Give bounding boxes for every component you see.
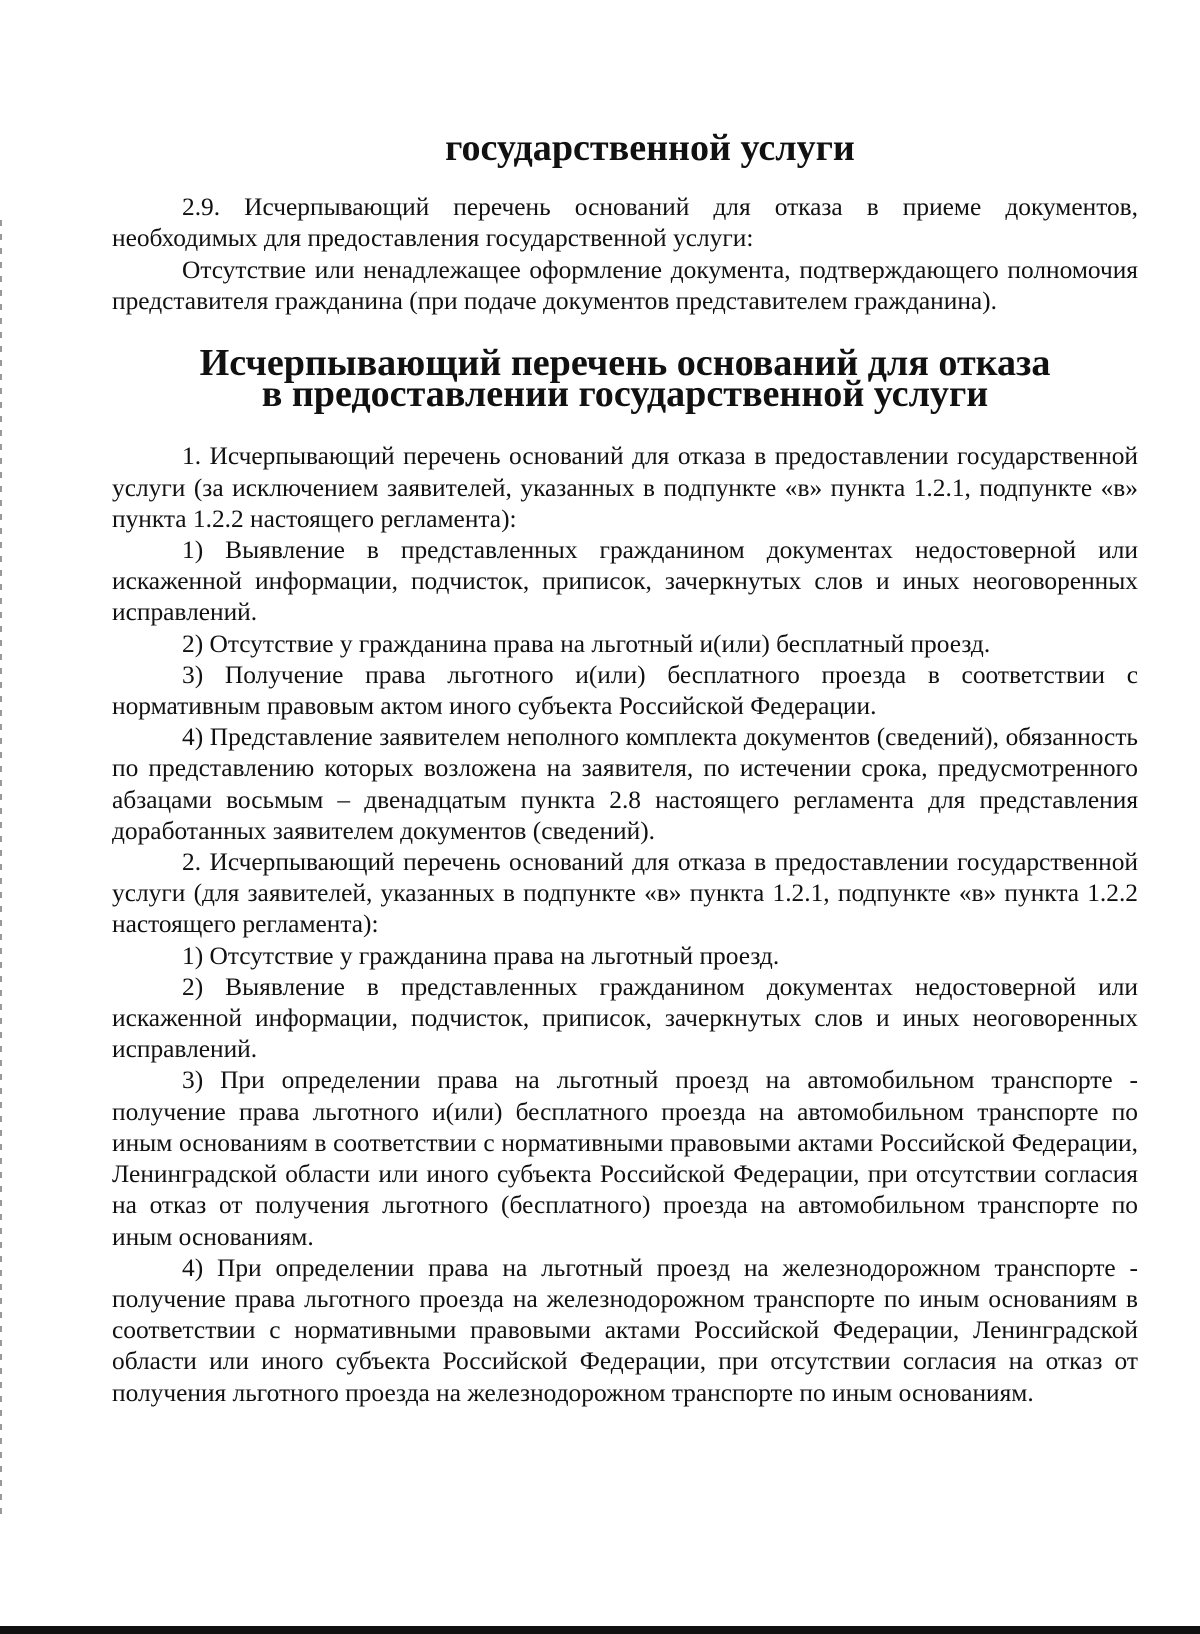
paragraph-item-2-4: 4) При определении права на льготный проезд на железнодорожном транспорте - получение права льготного проезда на железнодорожном транспорте по иным основаниям в соответствии с нормативными правовыми актами Российской Федерации, Ленинградской области или иного субъекта Российской Федерации, при отсутствии согласия на отказ от получения льготного проезда на железнодорожном транспорте по иным основаниям. [112,1253,1138,1407]
paragraph-absence-of-authority: Отсутствие или ненадлежащее оформление документа, подтверждающего полномочия представителя гражданина (при подаче документов представителем гражданина). [112,255,1138,315]
paragraph-item-1-1: 1) Выявление в представленных гражданином документах недостоверной или искаженной информации, подчисток, приписок, зачеркнутых слов и иных неоговоренных исправлений. [112,536,1138,627]
section-heading-line-1: Исчерпывающий перечень оснований для отказа [199,342,1051,385]
paragraph-item-2-2: 2) Выявление в представленных гражданином документах недостоверной или искаженной информации, подчисток, приписок, зачеркнутых слов и иных неоговоренных исправлений. [112,972,1138,1064]
scan-left-edge-marks [0,220,2,1520]
paragraph-item-2-1: 1) Отсутствие у гражданина права на льготный проезд. [182,941,780,970]
paragraph-item-1: 1. Исчерпывающий перечень оснований для отказа в предоставлении государственной услуги (за исключением заявителей, указанных в подпункте «в» пункта 1.2.1, подпункте «в» пункта 1.2.2 настоящего регламента): [112,442,1138,533]
paragraph-item-1-2: 2) Отсутствие у гражданина права на льготный и(или) бесплатный проезд. [182,629,991,658]
paragraph-item-1-3: 3) Получение права льготного и(или) бесплатного проезда в соответствии с нормативным правовым актом иного субъекта Российской Федерации. [112,660,1138,721]
document-body [112,127,1138,1409]
paragraph-item-2-3: 3) При определении права на льготный проезд на автомобильном транспорте - получение права льготного и(или) бесплатного проезда на автомобильном транспорте по иным основаниям в соответствии с нормативными правовыми актами Российской Федерации, Ленинградской области или иного субъекта Российской Федерации, при отсутствии согласия на отказ от получения льготного (бесплатного) проезда на автомобильном транспорте по иным основаниям. [112,1066,1138,1251]
section-heading-line-2: в предоставлении государственной услуги [261,373,989,416]
paragraph-2-9: 2.9. Исчерпывающий перечень оснований для отказа в приеме документов, необходимых для предоставления государственной услуги: [112,193,1138,253]
paragraph-item-1-4: 4) Представление заявителем неполного комплекта документов (сведений), обязанность по представлению которых возложена на заявителя, по истечении срока, предусмотренного абзацами восьмым – двенадцатым пункта 2.8 настоящего регламента для представления доработанных заявителем документов (сведений). [112,723,1138,845]
paragraph-item-2: 2. Исчерпывающий перечень оснований для отказа в предоставлении государственной услуги (для заявителей, указанных в подпункте «в» пункта 1.2.1, подпункте «в» пункта 1.2.2 настоящего регламента): [112,848,1138,939]
section-heading [112,342,1138,416]
scan-bottom-border [0,1626,1200,1634]
top-heading: государственной услуги [445,127,855,169]
